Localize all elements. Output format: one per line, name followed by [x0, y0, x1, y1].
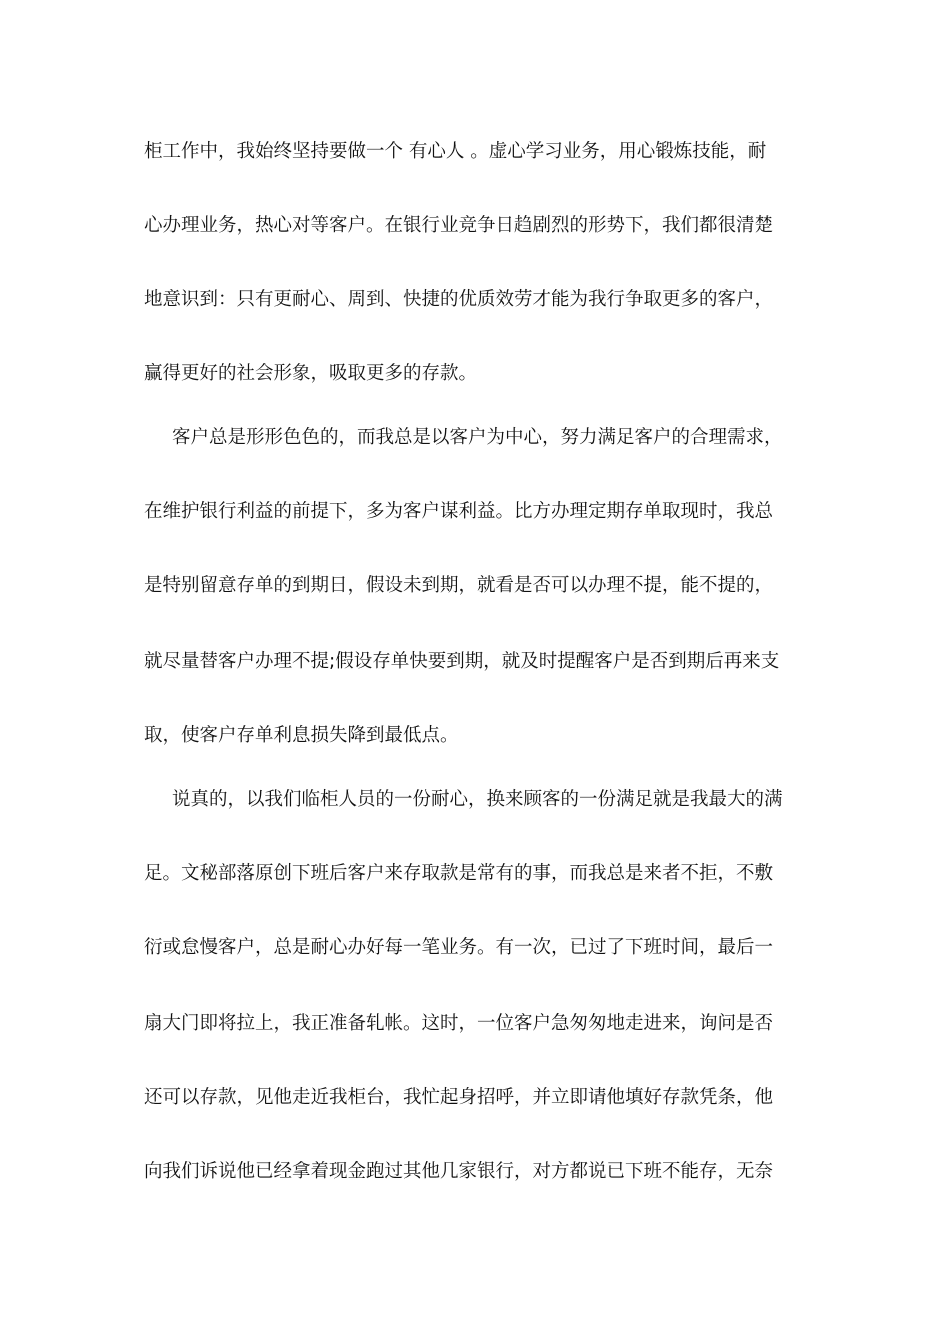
- text-line-13: 扇大门即将拉上，我正准备轧帐。这时，一位客户急匆匆地走进来，询问是否: [144, 1013, 774, 1034]
- text-line-12: 衍或怠慢客户，总是耐心办好每一笔业务。有一次，已过了下班时间，最后一: [144, 937, 774, 958]
- text-line-14: 还可以存款，见他走近我柜台，我忙起身招呼，并立即请他填好存款凭条，他: [144, 1087, 774, 1108]
- text-line-7: 是特别留意存单的到期日，假设未到期，就看是否可以办理不提，能不提的，: [144, 575, 774, 596]
- text-line-3: 地意识到：只有更耐心、周到、快捷的优质效劳才能为我行争取更多的客户，: [144, 289, 774, 310]
- text-line-11: 足。文秘部落原创下班后客户来存取款是常有的事，而我总是来者不拒，不敷: [144, 863, 774, 884]
- paragraph-3-line-1: 说真的，以我们临柜人员的一份耐心，换来顾客的一份满足就是我最大的满: [172, 789, 783, 810]
- text-line-1: 柜工作中，我始终坚持要做一个 有心人 。虚心学习业务，用心锻炼技能，耐: [144, 141, 767, 162]
- text-line-9: 取，使客户存单利息损失降到最低点。: [144, 725, 459, 746]
- text-line-15: 向我们诉说他已经拿着现金跑过其他几家银行，对方都说已下班不能存，无奈: [144, 1161, 774, 1182]
- paragraph-2-line-1: 客户总是形形色色的，而我总是以客户为中心，努力满足客户的合理需求，: [172, 427, 783, 448]
- text-line-6: 在维护银行利益的前提下，多为客户谋利益。比方办理定期存单取现时，我总: [144, 501, 774, 522]
- text-line-2: 心办理业务，热心对等客户。在银行业竞争日趋剧烈的形势下，我们都很清楚: [144, 215, 774, 236]
- text-line-4: 赢得更好的社会形象，吸取更多的存款。: [144, 363, 478, 384]
- text-line-8: 就尽量替客户办理不提;假设存单快要到期，就及时提醒客户是否到期后再来支: [144, 651, 780, 672]
